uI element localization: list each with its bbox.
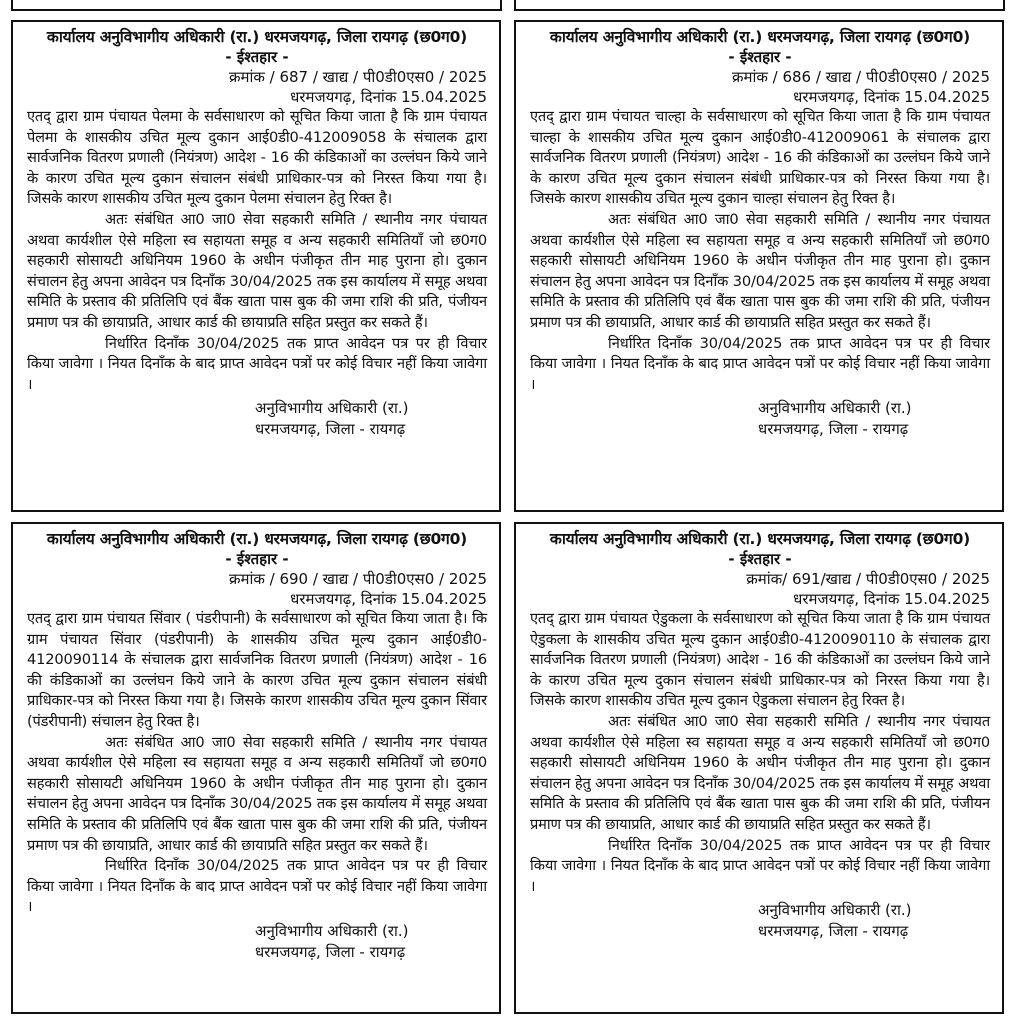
notice-paragraph-3: निर्धारित दिनाँक 30/04/2025 तक प्राप्त आवेदन पत्र पर ही विचार किया जावेगा । नियत दिनाँक के बाद प्राप्त आवेदन पत्रों पर कोई विचार नहीं किया जावेगा । (530, 836, 990, 895)
notice-paragraph-2: अतः संबंधित आ0 जा0 सेवा सहकारी समिति / स्थानीय नगर पंचायत अथवा कार्यशील ऐसे महिला स्व सहायता समूह व अन्य सहकारी समितियाँ जो छ0ग0 सहकारी सोसायटी अधिनियम 1960 के अधीन पंजीकृत तीन माह पुराना हो। दुकान संचालन हेतु अपना आवेदन पत्र दिनाँक 30/04/2025 तक इस कार्यालय में समूह अथवा समिति के प्रस्ताव की प्रतिलिपि एवं बैंक खाता पास बुक की जमा राशि की प्रति, पंजीयन प्रमाण पत्र की छायाप्रति, आधार कार्ड की छायाप्रति सहित प्रस्तुत कर सकते हैं। (27, 733, 487, 854)
notice-aidukala (514, 522, 1004, 1014)
notice-header: कार्यालय अनुविभागीय अधिकारी (रा.) धरमजयगढ़, जिला रायगढ़ (छ0ग0) (549, 28, 971, 46)
notice-paragraph-3: निर्धारित दिनाँक 30/04/2025 तक प्राप्त आवेदन पत्र पर ही विचार किया जावेगा । नियत दिनाँक के बाद प्राप्त आवेदन पत्रों पर कोई विचार नहीं किया जावेगा । (27, 334, 487, 393)
notice-paragraph-2: अतः संबंधित आ0 जा0 सेवा सहकारी समिति / स्थानीय नगर पंचायत अथवा कार्यशील ऐसे महिला स्व सहायता समूह व अन्य सहकारी समितियाँ जो छ0ग0 सहकारी सोसायटी अधिनियम 1960 के अधीन पंजीकृत तीन माह पुराना हो। दुकान संचालन हेतु अपना आवेदन पत्र दिनाँक 30/04/2025 तक इस कार्यालय में समूह अथवा समिति के प्रस्ताव की प्रतिलिपि एवं बैंक खाता पास बुक की जमा राशि की प्रति, पंजीयन प्रमाण पत्र की छायाप्रति, आधार कार्ड की छायाप्रति सहित प्रस्तुत कर सकते हैं। (27, 210, 487, 331)
signature-block (758, 900, 990, 942)
notice-paragraph-1: एतद् द्वारा ग्राम पंचायत पेलमा के सर्वसाधारण को सूचित किया जाता है कि ग्राम पंचायत पेलमा के शासकीय उचित मूल्य दुकान आई0डी0-412009058 के संचालक द्वारा सार्वजनिक वितरण प्रणाली (नियंत्रण) आदेश - 16 की कंडिकाओं का उल्लंघन किये जाने के कारण उचित मूल्य दुकान संचालन संबंधी प्राधिकार-पत्र को निरस्त किया गया है। जिसके कारण शासकीय उचित मूल्य दुकान पेलमा संचालन हेतु रिक्त है। (27, 108, 487, 208)
notice-sinwar (11, 522, 501, 1014)
notice-title: - ईश्तहार - (728, 48, 792, 66)
notice-title: - ईश्तहार - (225, 550, 289, 568)
notice-header: कार्यालय अनुविभागीय अधिकारी (रा.) धरमजयगढ़, जिला रायगढ़ (छ0ग0) (549, 530, 971, 548)
previous-notice-edge-right (514, 0, 1005, 11)
notice-paragraph-3: निर्धारित दिनाँक 30/04/2025 तक प्राप्त आवेदन पत्र पर ही विचार किया जावेगा । नियत दिनाँक के बाद प्राप्त आवेदन पत्रों पर कोई विचार नहीं किया जावेगा । (27, 857, 487, 916)
notice-pelma (11, 20, 501, 512)
signatory-place: धरमजयगढ़, जिला - रायगढ़ (758, 922, 909, 941)
signatory-title: अनुविभागीय अधिकारी (रा.) (758, 399, 912, 418)
notice-title: - ईश्तहार - (225, 48, 289, 66)
previous-notice-edge-left (11, 0, 502, 11)
signatory-place: धरमजयगढ़, जिला - रायगढ़ (758, 420, 909, 439)
notice-paragraph-1: एतद् द्वारा ग्राम पंचायत ऐडुकला के सर्वसाधारण को सूचित किया जाता है कि ग्राम पंचायत ऐडुकला के शासकीय उचित मूल्य दुकान आई0डी0-4120090110 के संचालक द्वारा सार्वजनिक वितरण प्रणाली (नियंत्रण) आदेश - 16 की कंडिकाओं का उल्लंघन किये जाने के कारण उचित मूल्य दुकान संचालन संबंधी प्राधिकार-पत्र को निरस्त किया गया है। जिसके कारण शासकीय उचित मूल्य दुकान ऐडुकला संचालन हेतु रिक्त है। (530, 610, 990, 710)
signature-block (255, 398, 487, 440)
place-date: धरमजयगढ़, दिनांक 15.04.2025 (290, 590, 487, 608)
notice-paragraph-2: अतः संबंधित आ0 जा0 सेवा सहकारी समिति / स्थानीय नगर पंचायत अथवा कार्यशील ऐसे महिला स्व सहायता समूह व अन्य सहकारी समितियाँ जो छ0ग0 सहकारी सोसायटी अधिनियम 1960 के अधीन पंजीकृत तीन माह पुराना हो। दुकान संचालन हेतु अपना आवेदन पत्र दिनाँक 30/04/2025 तक इस कार्यालय में समूह अथवा समिति के प्रस्ताव की प्रतिलिपि एवं बैंक खाता पास बुक की जमा राशि की प्रति, पंजीयन प्रमाण पत्र की छायाप्रति, आधार कार्ड की छायाप्रति सहित प्रस्तुत कर सकते हैं। (530, 712, 990, 833)
notice-paragraph-3: निर्धारित दिनाँक 30/04/2025 तक प्राप्त आवेदन पत्र पर ही विचार किया जावेगा । नियत दिनाँक के बाद प्राप्त आवेदन पत्रों पर कोई विचार नहीं किया जावेगा । (530, 334, 990, 393)
notice-paragraph-1: एतद् द्वारा ग्राम पंचायत चाल्हा के सर्वसाधारण को सूचित किया जाता है कि ग्राम पंचायत चाल्हा के शासकीय उचित मूल्य दुकान आई0डी0-412009061 के संचालक द्वारा सार्वजनिक वितरण प्रणाली (नियंत्रण) आदेश - 16 की कंडिकाओं का उल्लंघन किये जाने के कारण उचित मूल्य दुकान संचालन संबंधी प्राधिकार-पत्र को निरस्त किया गया है। जिसके कारण शासकीय उचित मूल्य दुकान चाल्हा संचालन हेतु रिक्त है। (530, 108, 990, 208)
place-date: धरमजयगढ़, दिनांक 15.04.2025 (793, 590, 990, 608)
notice-header: कार्यालय अनुविभागीय अधिकारी (रा.) धरमजयगढ़, जिला रायगढ़ (छ0ग0) (46, 530, 468, 548)
notice-title: - ईश्तहार - (728, 550, 792, 568)
order-number: क्रमांक / 687 / खाद्य / पी0डी0एस0 / 2025 (228, 68, 487, 86)
signatory-place: धरमजयगढ़, जिला - रायगढ़ (255, 942, 406, 961)
notice-header: कार्यालय अनुविभागीय अधिकारी (रा.) धरमजयगढ़, जिला रायगढ़ (छ0ग0) (46, 28, 468, 46)
signatory-title: अनुविभागीय अधिकारी (रा.) (255, 921, 409, 940)
order-number: क्रमांक / 686 / खाद्य / पी0डी0एस0 / 2025 (731, 68, 990, 86)
signature-block (758, 398, 990, 440)
signatory-place: धरमजयगढ़, जिला - रायगढ़ (255, 420, 406, 439)
signature-block (255, 921, 487, 963)
signatory-title: अनुविभागीय अधिकारी (रा.) (255, 399, 409, 418)
order-number: क्रमांक/ 691/खाद्य / पी0डी0एस0 / 2025 (746, 570, 990, 588)
place-date: धरमजयगढ़, दिनांक 15.04.2025 (793, 88, 990, 106)
order-number: क्रमांक / 690 / खाद्य / पी0डी0एस0 / 2025 (228, 570, 487, 588)
notice-paragraph-2: अतः संबंधित आ0 जा0 सेवा सहकारी समिति / स्थानीय नगर पंचायत अथवा कार्यशील ऐसे महिला स्व सहायता समूह व अन्य सहकारी समितियाँ जो छ0ग0 सहकारी सोसायटी अधिनियम 1960 के अधीन पंजीकृत तीन माह पुराना हो। दुकान संचालन हेतु अपना आवेदन पत्र दिनाँक 30/04/2025 तक इस कार्यालय में समूह अथवा समिति के प्रस्ताव की प्रतिलिपि एवं बैंक खाता पास बुक की जमा राशि की प्रति, पंजीयन प्रमाण पत्र की छायाप्रति, आधार कार्ड की छायाप्रति सहित प्रस्तुत कर सकते हैं। (530, 210, 990, 331)
signatory-title: अनुविभागीय अधिकारी (रा.) (758, 901, 912, 920)
notice-paragraph-1: एतद् द्वारा ग्राम पंचायत सिंवार ( पंडरीपानी) के सर्वसाधारण को सूचित किया जाता है। कि ग्राम पंचायत सिंवार (पंडरीपानी) के शासकीय उचित मूल्य दुकान आई0डी0-4120090114 के संचालक द्वारा सार्वजनिक वितरण प्रणाली (नियंत्रण) आदेश - 16 की कंडिकाओं का उल्लंघन किये जाने के कारण उचित मूल्य दुकान संचालन संबंधी प्राधिकार-पत्र को निरस्त किया गया है। जिसके कारण शासकीय उचित मूल्य दुकान सिंवार (पंडरीपानी) संचालन हेतु रिक्त है। (27, 610, 487, 730)
place-date: धरमजयगढ़, दिनांक 15.04.2025 (290, 88, 487, 106)
notice-chalha (514, 20, 1004, 512)
